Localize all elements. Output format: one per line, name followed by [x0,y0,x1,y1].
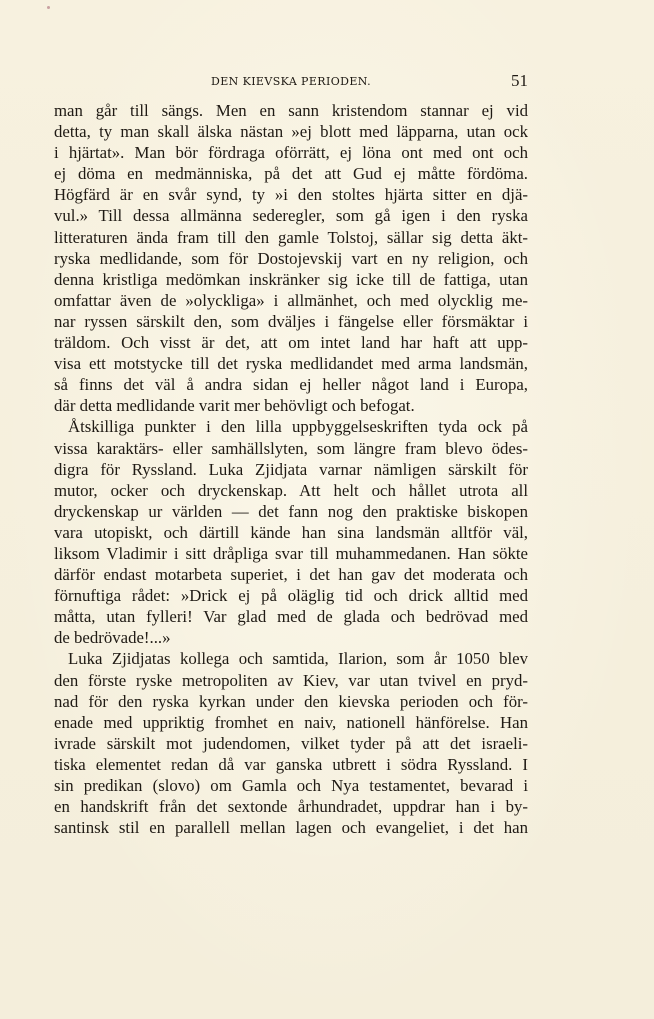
text-line: nar ryssen särskilt den, som dväljes i fängelse eller försmäktar i [54,311,528,331]
text-line: måtta, utan fylleri! Var glad med de glada och bedrövad med [54,607,528,627]
text-line: där detta medlidande varit mer behövligt och befogat. [54,396,415,416]
text-line: mutor, ocker och dryckenskap. Att helt och hållet utrota all [54,480,528,500]
text-line: liksom Vladimir i sitt dråpliga svar till muhammedanen. Han sökte [54,543,528,563]
text-line: nad för den ryska kyrkan under den kievska perioden och för- [54,691,528,711]
text-line: santinsk stil en parallell mellan lagen och evangeliet, i det han [54,818,528,838]
text-line: sin predikan (slovo) om Gamla och Nya testamentet, bevarad i [54,776,528,795]
text-line: den förste ryske metropoliten av Kiev, var utan tvivel en pryd- [54,670,528,690]
text-line: vul.» Till dessa allmänna sederegler, som gå igen i den ryska [54,206,528,226]
text-line: detta, ty man skall älska nästan »ej blott med läpparna, utan ock [54,122,528,142]
text-line: Luka Zjidjatas kollega och samtida, Ilarion, som år 1050 blev [68,649,528,669]
page-number: 51 [511,71,528,90]
text-line: Åtskilliga punkter i den lilla uppbyggelseskriften tyda ock på [68,417,528,437]
text-line: Högfärd är en svår synd, ty »i den stoltes hjärta sitter en djä- [54,185,528,205]
text-line: förnuftiga rådet: »Drick ej på oläglig tid och drick alltid med [54,586,528,606]
text-line: ej döma en medmänniska, på det att Gud ej måtte fördöma. [54,164,528,184]
text-line: omfattar även de »olyckliga» i allmänhet, och med olycklig me- [54,290,528,310]
text-line: tiska elementet redan då var ganska utbrett i södra Ryssland. I [54,754,528,774]
running-header [54,73,528,93]
text-line: digra för Ryssland. Luka Zjidjata varnar nämligen särskilt för [54,459,528,479]
text-line: så finns det väl å andra sidan ej heller något land i Europa, [54,375,528,395]
text-line: visa ett motstycke till det ryska medlidandet med arma landsmän, [54,354,528,374]
text-line: litteraturen ända fram till den gamle Tolstoj, sällar sig detta äkt- [54,227,528,247]
text-line: därför endast motarbeta superiet, i det han gav det moderata och [54,565,528,585]
text-line: vara utopiskt, och därtill kände han sina landsmän alltför väl, [54,522,528,542]
text-line: ivrade särskilt mot judendomen, vilket tyder på att det israeli- [54,733,528,753]
text-line: ryska medlidande, som för Dostojevskij vart en ny religion, och [54,248,528,268]
text-line: enade med uppriktig fromhet en naiv, nationell hänförelse. Han [54,712,528,732]
body-text [54,100,528,838]
text-line: de bedrövade!...» [54,628,171,648]
text-line: vissa karaktärs- eller samhällslyten, som längre fram blevo ödes- [54,438,528,458]
text-line: man går till sängs. Men en sann kristendom stannar ej vid [54,101,528,120]
text-line: träldom. Och visst är det, att om intet land har haft att upp- [54,333,528,353]
paper-speck [47,6,50,9]
text-line: i hjärtat». Man bör fördraga oförrätt, ej löna ont med ont och [54,143,528,163]
text-line: en handskrift från det sextonde århundradet, uppdrar han i by- [54,797,528,817]
running-title: DEN KIEVSKA PERIODEN. [211,75,371,88]
text-line: denna kristliga medömkan inskränker sig icke till de fattiga, utan [54,269,528,289]
text-line: dryckenskap ur världen — det fann nog den praktiske biskopen [54,501,528,521]
